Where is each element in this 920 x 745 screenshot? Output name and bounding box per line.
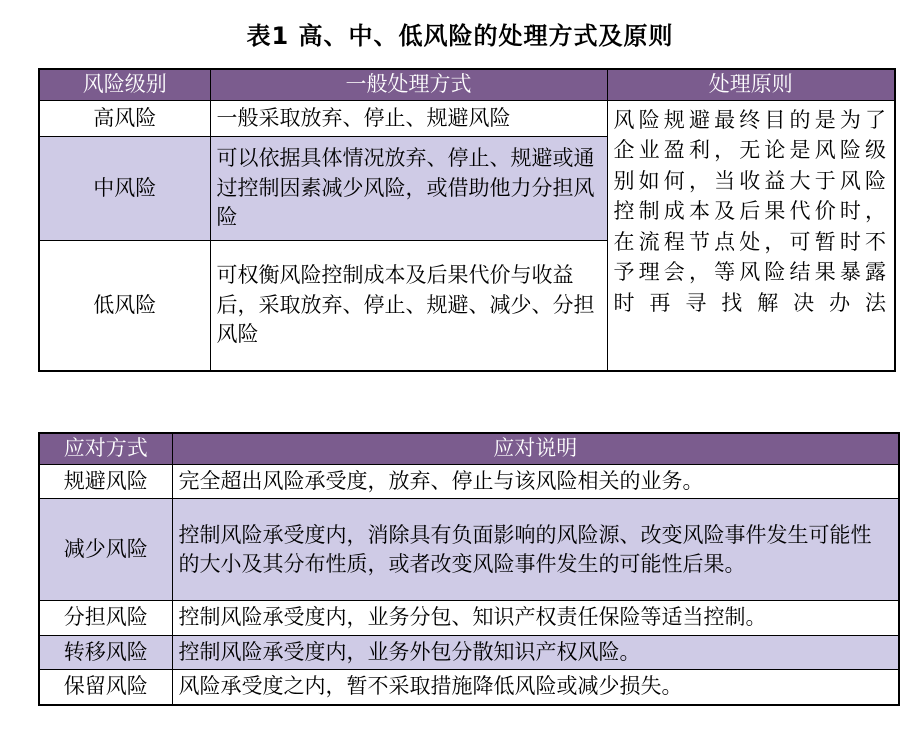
header-response-method: 应对方式 bbox=[39, 433, 172, 465]
risk-level-cell: 高风险 bbox=[39, 101, 210, 137]
table-header-row bbox=[39, 433, 899, 465]
header-principle: 处理原则 bbox=[607, 69, 895, 101]
table-header-row bbox=[39, 69, 895, 101]
risk-level-cell: 中风险 bbox=[39, 137, 210, 241]
response-method-cell: 分担风险 bbox=[39, 601, 172, 635]
risk-level-cell: 低风险 bbox=[39, 241, 210, 371]
response-desc-cell: 完全超出风险承受度，放弃、停止与该风险相关的业务。 bbox=[172, 465, 899, 499]
table-row bbox=[39, 465, 899, 499]
table-row bbox=[39, 635, 899, 669]
header-general-method: 一般处理方式 bbox=[210, 69, 607, 101]
response-desc-cell: 风险承受度之内，暂不采取措施降低风险或减少损失。 bbox=[172, 670, 899, 705]
response-method-cell: 规避风险 bbox=[39, 465, 172, 499]
response-desc-cell: 控制风险承受度内，消除具有负面影响的风险源、改变风险事件发生可能性的大小及其分布性质，或者改变风险事件发生的可能性后果。 bbox=[172, 499, 899, 601]
risk-level-table bbox=[38, 68, 896, 372]
response-method-cell: 转移风险 bbox=[39, 635, 172, 669]
response-desc-cell: 控制风险承受度内，业务分包、知识产权责任保险等适当控制。 bbox=[172, 601, 899, 635]
principle-cell: 风险规避最终目的是为了企业盈利，无论是风险级别如何，当收益大于风险控制成本及后果代价时，在流程节点处，可暂时不予理会，等风险结果暴露时再寻找解决办法 bbox=[607, 101, 895, 371]
table-row bbox=[39, 670, 899, 705]
header-response-desc: 应对说明 bbox=[172, 433, 899, 465]
response-desc-cell: 控制风险承受度内，业务外包分散知识产权风险。 bbox=[172, 635, 899, 669]
table-row bbox=[39, 499, 899, 601]
response-method-cell: 减少风险 bbox=[39, 499, 172, 601]
response-method-cell: 保留风险 bbox=[39, 670, 172, 705]
header-risk-level: 风险级别 bbox=[39, 69, 210, 101]
method-cell: 可权衡风险控制成本及后果代价与收益后，采取放弃、停止、规避、减少、分担风险 bbox=[210, 241, 607, 371]
risk-response-table bbox=[38, 432, 900, 706]
page-title: 表1 高、中、低风险的处理方式及原则 bbox=[246, 22, 674, 50]
method-cell: 一般采取放弃、停止、规避风险 bbox=[210, 101, 607, 137]
method-cell: 可以依据具体情况放弃、停止、规避或通过控制因素减少风险，或借助他力分担风险 bbox=[210, 137, 607, 241]
table-row bbox=[39, 601, 899, 635]
table-row bbox=[39, 101, 895, 137]
